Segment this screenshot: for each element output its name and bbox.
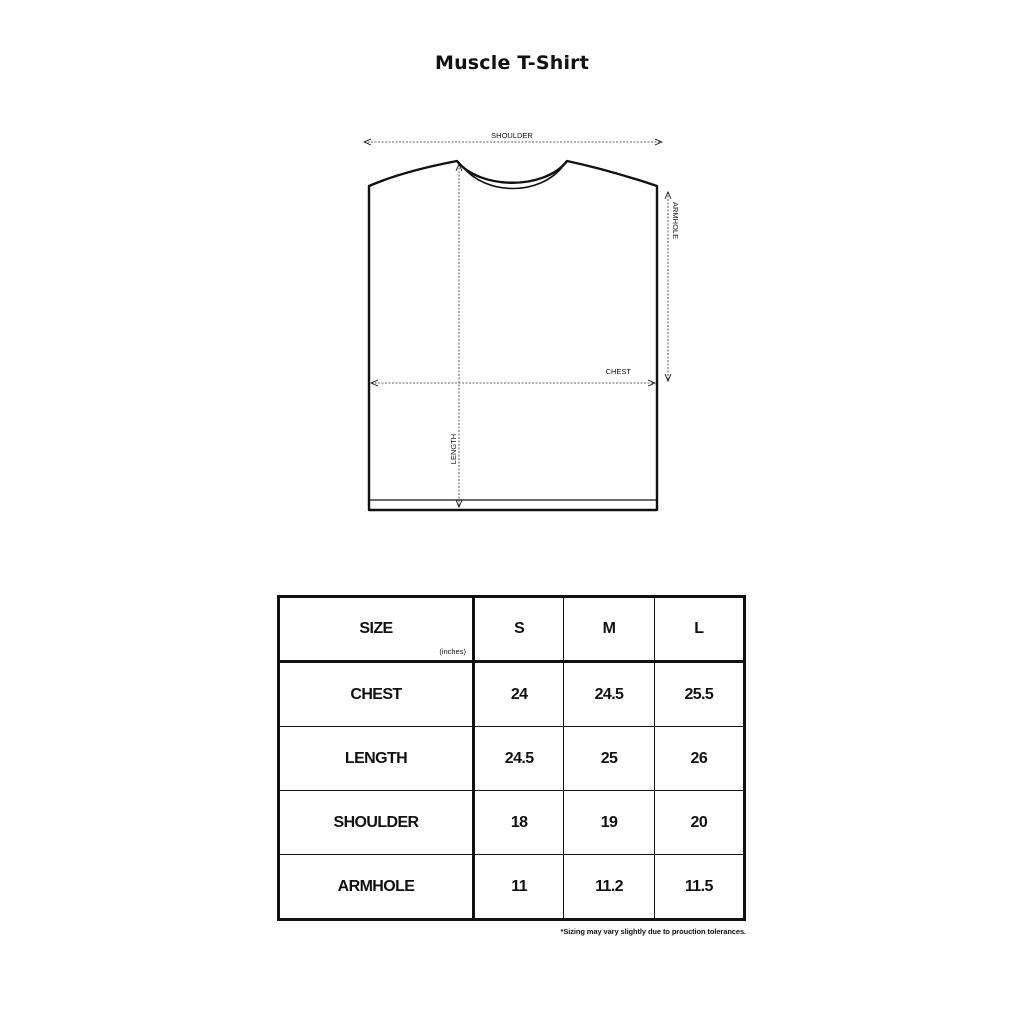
row-label: SHOULDER (279, 791, 474, 855)
table-row (279, 727, 745, 791)
size-header-cell (279, 597, 474, 662)
table-cell: 24.5 (564, 662, 654, 727)
table-cell: 11.2 (564, 855, 654, 920)
armhole-label: ARMHOLE (671, 202, 680, 240)
tshirt-outline (369, 161, 657, 510)
table-header-row (279, 597, 745, 662)
tshirt-neck-rib (462, 166, 563, 189)
row-label: ARMHOLE (279, 855, 474, 920)
table-cell: 18 (474, 791, 564, 855)
size-column-header: S (474, 597, 564, 662)
row-label: LENGTH (279, 727, 474, 791)
table-row (279, 662, 745, 727)
size-column-header: M (564, 597, 654, 662)
table-cell: 26 (654, 727, 744, 791)
page-title: Muscle T-Shirt (434, 52, 590, 74)
table-row (279, 855, 745, 920)
table-cell: 24.5 (474, 727, 564, 791)
table-cell: 20 (654, 791, 744, 855)
chest-label: CHEST (605, 367, 631, 376)
length-label: LENGTH (449, 433, 458, 465)
size-column-header: L (654, 597, 744, 662)
table-cell: 19 (564, 791, 654, 855)
row-label: CHEST (279, 662, 474, 727)
table-cell: 25 (564, 727, 654, 791)
table-cell: 11 (474, 855, 564, 920)
table-cell: 11.5 (654, 855, 744, 920)
size-chart-table (277, 595, 746, 921)
shoulder-label: SHOULDER (491, 131, 533, 140)
size-header-label: SIZE (359, 620, 393, 637)
sizing-footnote: *Sizing may vary slightly due to prouction tolerances. (560, 927, 746, 936)
table-row (279, 791, 745, 855)
units-note: (inches) (439, 647, 466, 656)
table-cell: 24 (474, 662, 564, 727)
table-cell: 25.5 (654, 662, 744, 727)
